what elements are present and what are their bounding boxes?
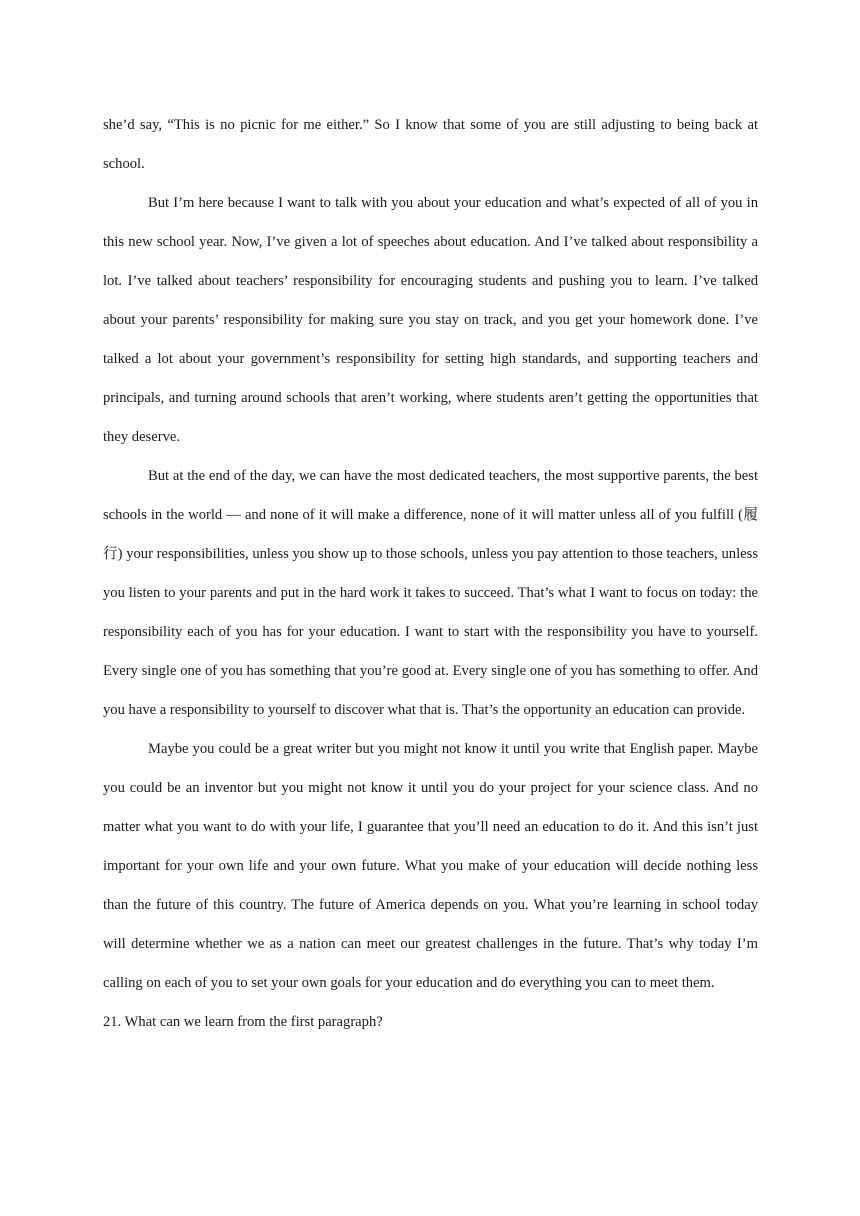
paragraph-1: she’d say, “This is no picnic for me either.” So I know that some of you are still adjusting to being back at school. bbox=[103, 117, 758, 172]
paragraph-3: But at the end of the day, we can have the most dedicated teachers, the most supportive parents, the best schools in the world — and none of it will make a difference, none of it will matter unless all of you fulfill (履行) your responsibilities, unless you show up to those schools, unless you pay attention to those teachers, unless you listen to your parents and put in the hard work it takes to succeed. That’s what I want to focus on today: the responsibility each of you has for your education. I want to start with the responsibility you have to yourself. Every single one of you has something that you’re good at. Every single one of you has something to offer. And you have a responsibility to yourself to discover what that is. That’s the opportunity an education can provide. bbox=[103, 468, 758, 718]
paragraph-4: Maybe you could be a great writer but you might not know it until you write that English paper. Maybe you could be an inventor but you might not know it until you do your project for your science class. And no matter what you want to do with your life, I guarantee that you’ll need an education to do it. And this isn’t just important for your own life and your own future. What you make of your education will decide nothing less than the future of this country. The future of America depends on you. What you’re learning in school today will determine whether we as a nation can meet our greatest challenges in the future. That’s why today I’m calling on each of you to set your own goals for your education and do everything you can to meet them. bbox=[103, 741, 758, 991]
paragraph-2: But I’m here because I want to talk with you about your education and what’s expected of all of you in this new school year. Now, I’ve given a lot of speeches about education. And I’ve talked about responsibility a lot. I’ve talked about teachers’ responsibility for encouraging students and pushing you to learn. I’ve talked about your parents’ responsibility for making sure you stay on track, and you get your homework done. I’ve talked a lot about your government’s responsibility for setting high standards, and supporting teachers and principals, and turning around schools that aren’t working, where students aren’t getting the opportunities that they deserve. bbox=[103, 195, 758, 445]
document-body bbox=[103, 106, 758, 1042]
question-21: 21. What can we learn from the first paragraph? bbox=[103, 1014, 383, 1030]
